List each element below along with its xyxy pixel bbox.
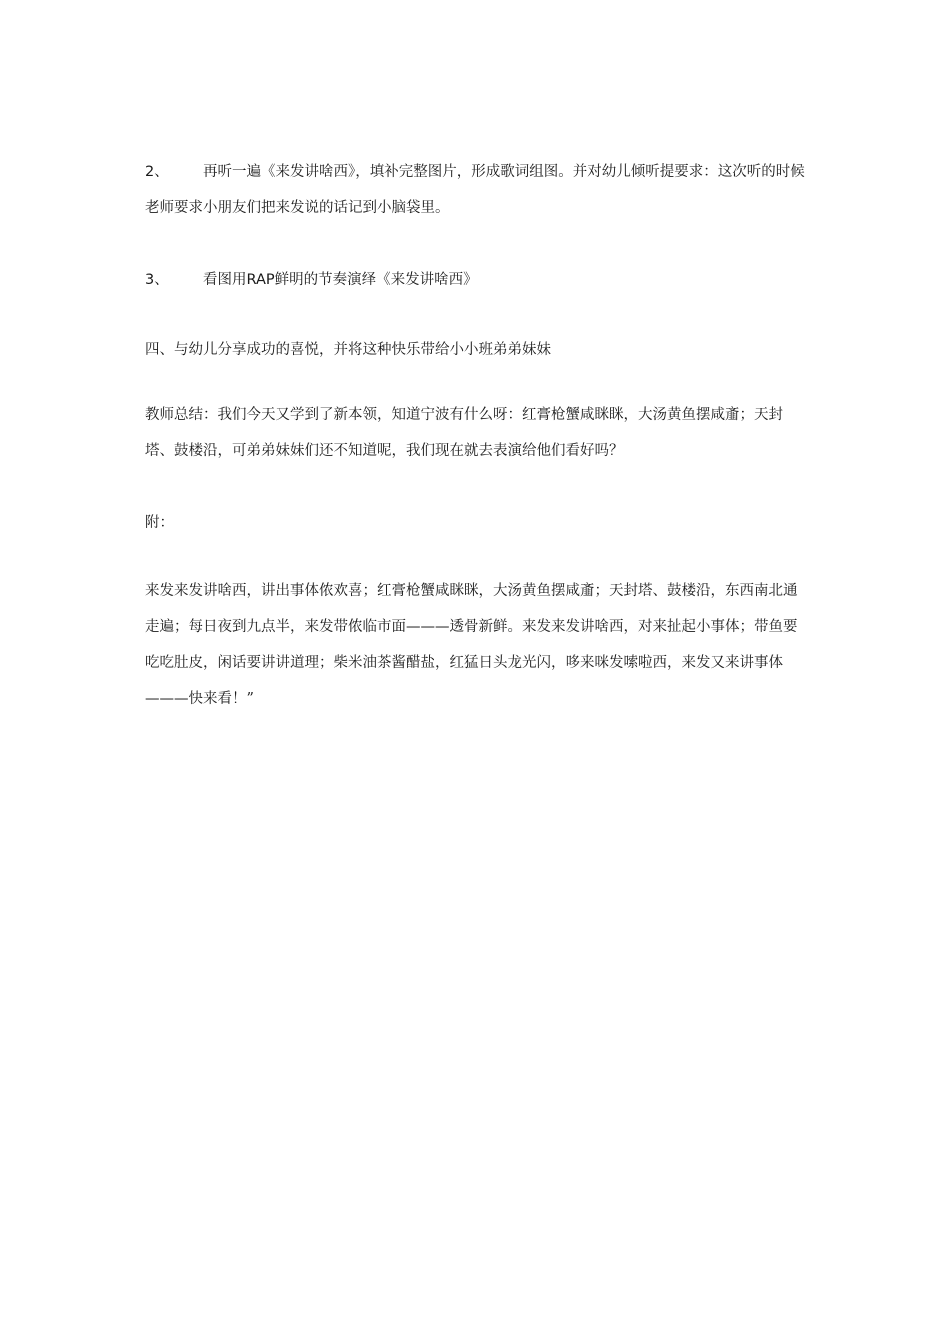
lyrics-paragraph: 来发来发讲啥西，讲出事体侬欢喜；红膏枪蟹咸眯眯，大汤黄鱼摆咸齑；天封塔、鼓楼沿，东西南北通走遍；每日夜到九点半，来发带侬临市面———透骨新鲜。来发来发讲啥西，对来扯起小事体；带鱼要吃吃肚皮，闲话要讲讲道理；柴米油茶酱醋盐，红猛日头龙光闪，哆来咪发嗦啦西，来发又来讲事体———快来看！”: [145, 583, 798, 707]
list-item-text-rap: RAP: [246, 272, 275, 288]
list-item-text-before: 看图用: [203, 272, 247, 288]
appendix-label: 附：: [145, 515, 174, 531]
list-item-3: [145, 262, 810, 298]
section-heading-4: 四、与幼儿分享成功的喜悦，并将这种快乐带给小小班弟弟妹妹: [145, 342, 551, 358]
list-item-number: 2、: [145, 164, 169, 180]
list-item-number: 3、: [145, 272, 169, 288]
list-item-text: 再听一遍《来发讲啥西》，填补完整图片，形成歌词组图。并对幼儿倾听提要求：这次听的时候老师要求小朋友们把来发说的话记到小脑袋里。: [145, 164, 805, 216]
list-item-2: [145, 154, 810, 226]
teacher-summary-paragraph: 教师总结：我们今天又学到了新本领，知道宁波有什么呀：红膏枪蟹咸眯眯，大汤黄鱼摆咸齑；天封塔、鼓楼沿，可弟弟妹妹们还不知道呢，我们现在就去表演给他们看好吗？: [145, 407, 783, 459]
list-item-text-after: 鲜明的节奏演绎《来发讲啥西》: [274, 272, 478, 288]
